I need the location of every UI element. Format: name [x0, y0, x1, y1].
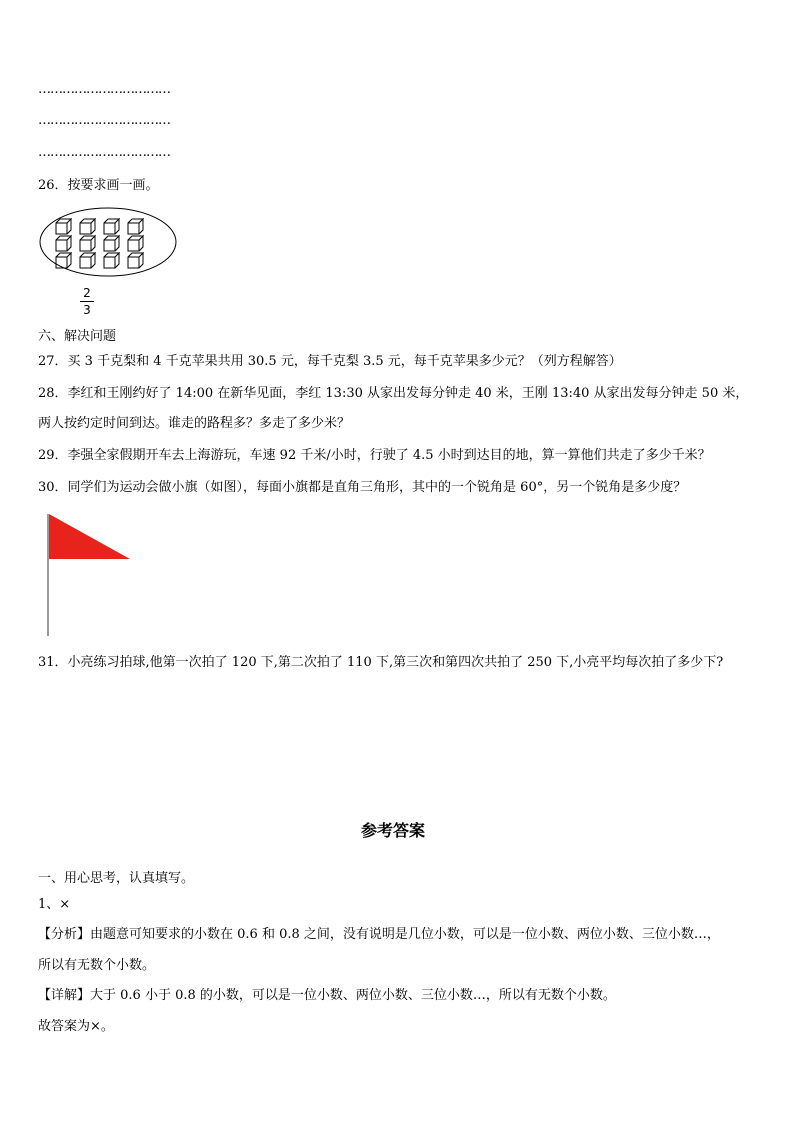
- detail-explanation: 【详解】大于 0.6 小于 0.8 的小数，可以是一位小数、两位小数、三位小数…，所以有无数个小数。: [38, 988, 616, 1003]
- flag-triangle: [49, 514, 130, 559]
- question-31: 31．小亮练习拍球,他第一次拍了 120 下,第二次拍了 110 下,第三次和第四次共拍了 250 下,小亮平均每次拍了多少下?: [38, 655, 724, 670]
- fraction-numerator: 2: [83, 286, 91, 300]
- cubes-ellipse-figure: [38, 205, 180, 283]
- answers-title: 参考答案: [361, 821, 426, 840]
- answer-conclusion: 故答案为×。: [38, 1019, 114, 1034]
- question-28-line-2: 两人按约定时间到达。谁走的路程多？多走了多少米？: [38, 416, 351, 431]
- flag-figure: [44, 512, 134, 638]
- analysis-line-1: 【分析】由题意可知要求的小数在 0.6 和 0.8 之间，没有说明是几位小数，可以是一位小数、两位小数、三位小数…，: [38, 927, 720, 942]
- fraction-two-thirds: [80, 286, 94, 317]
- cube-icon: [80, 253, 95, 268]
- question-30: 30．同学们为运动会做小旗（如图），每面小旗都是直角三角形，其中的一个锐角是 60°，另一个锐角是多少度？: [38, 480, 687, 495]
- cube-icon: [56, 253, 71, 268]
- cube-icon: [80, 219, 95, 234]
- answer-blank-line-1: ……………………………: [38, 82, 170, 97]
- cube-icon: [104, 236, 119, 251]
- cube-icon: [56, 236, 71, 251]
- analysis-line-2: 所以有无数个小数。: [38, 958, 156, 973]
- answer-blank-line-3: ……………………………: [38, 145, 170, 160]
- cube-icon: [56, 219, 71, 234]
- question-28-line-1: 28．李红和王刚约好了 14:00 在新华见面，李红 13:30 从家出发每分钟走 40 米，王刚 13:40 从家出发每分钟走 50 米，: [38, 386, 749, 401]
- answer-blank-line-2: ……………………………: [38, 113, 170, 128]
- section-six-heading: 六、解决问题: [38, 329, 117, 344]
- question-29: 29．李强全家假期开车去上海游玩，车速 92 千米/小时，行驶了 4.5 小时到达目的地，算一算他们共走了多少千米？: [38, 448, 711, 463]
- cube-icon: [128, 219, 143, 234]
- cube-icon: [104, 219, 119, 234]
- cube-icon: [128, 253, 143, 268]
- answer-item-1: 1、×: [38, 897, 71, 912]
- answers-section-one: 一、用心思考，认真填写。: [38, 871, 195, 886]
- question-26: 26．按要求画一画。: [38, 178, 159, 193]
- question-27: 27．买 3 千克梨和 4 千克苹果共用 30.5 元，每千克梨 3.5 元，每千克苹果多少元？（列方程解答）: [38, 354, 622, 369]
- cube-icon: [80, 236, 95, 251]
- cube-icon: [128, 236, 143, 251]
- fraction-denominator: 3: [83, 303, 91, 317]
- cube-icon: [104, 253, 119, 268]
